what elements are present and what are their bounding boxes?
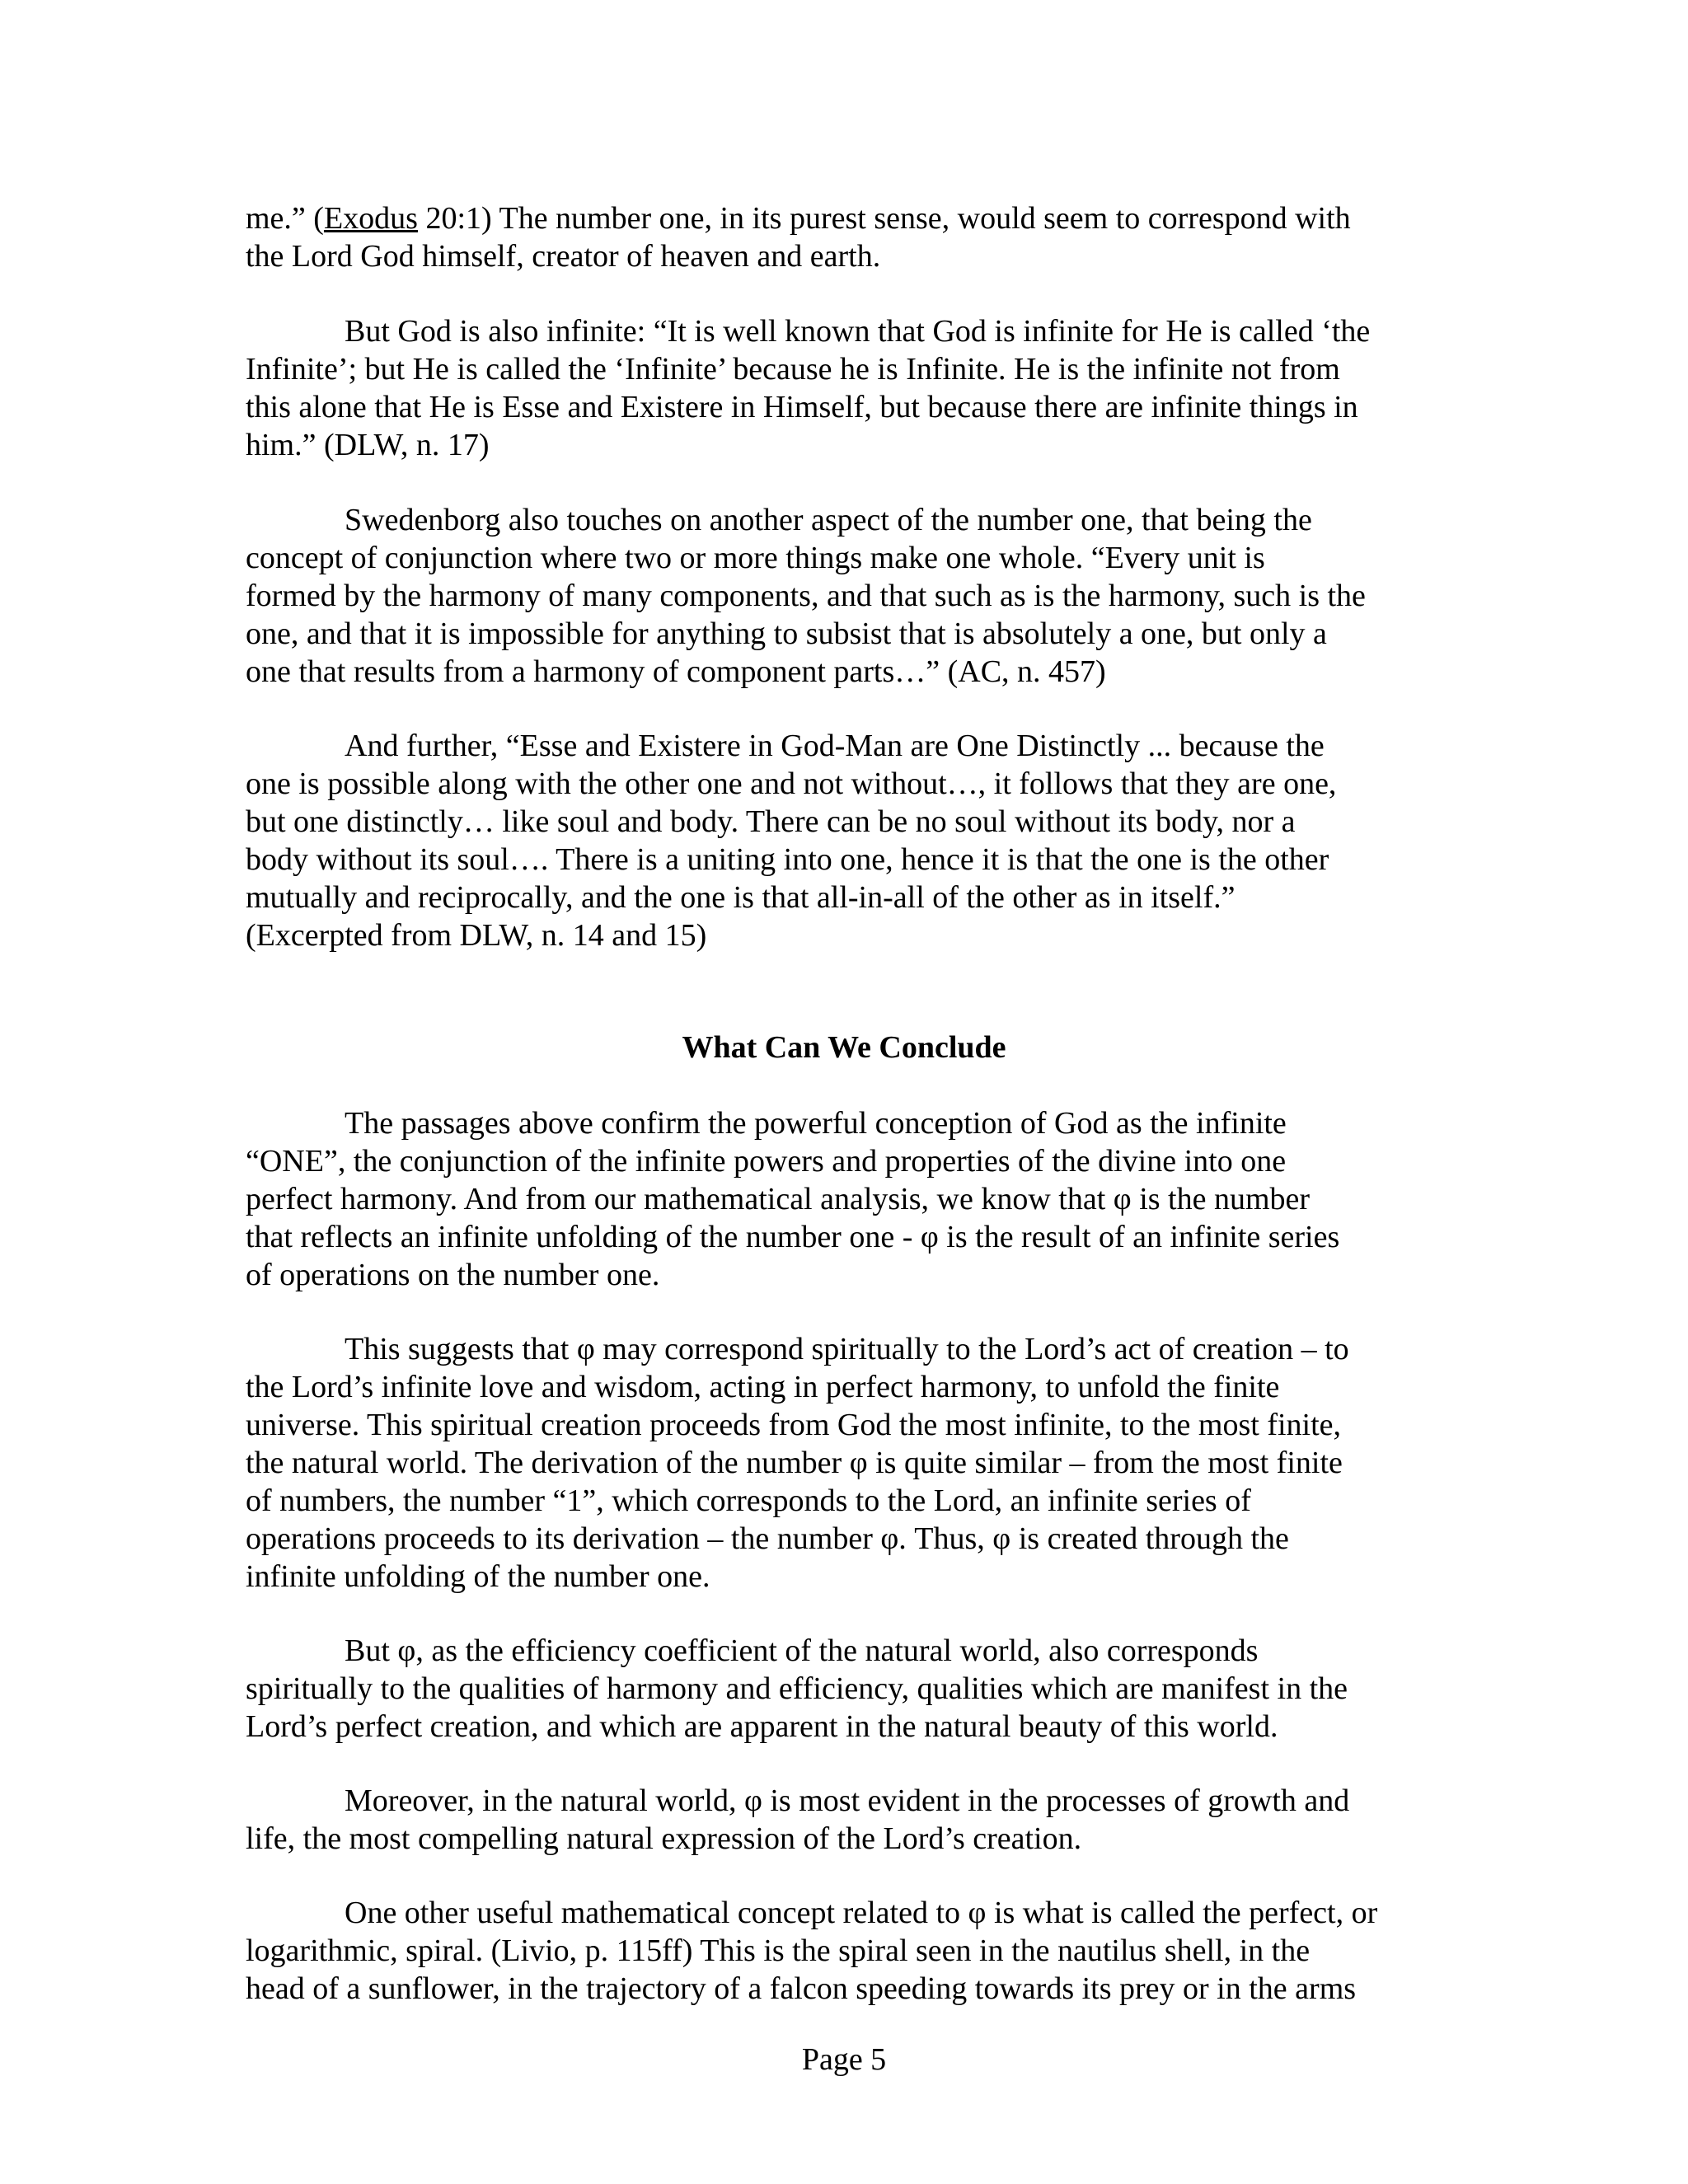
text-line: one that results from a harmony of component parts…” (AC, n. 457) <box>246 654 1106 689</box>
text-line: This suggests that φ may correspond spiritually to the Lord’s act of creation – to <box>345 1332 1349 1366</box>
text-line: “ONE”, the conjunction of the infinite powers and properties of the divine into one <box>246 1144 1287 1179</box>
text-line: the Lord’s infinite love and wisdom, acting in perfect harmony, to unfold the finite <box>246 1370 1280 1404</box>
text-line: this alone that He is Esse and Existere in Himself, but because there are infinite things in <box>246 390 1358 424</box>
text-line: Lord’s perfect creation, and which are apparent in the natural beauty of this world. <box>246 1709 1278 1744</box>
text-line: (Excerpted from DLW, n. 14 and 15) <box>246 918 707 953</box>
text-line: of operations on the number one. <box>246 1258 660 1292</box>
text-line: him.” (DLW, n. 17) <box>246 428 490 462</box>
text-line: Infinite’; but He is called the ‘Infinite’ because he is Infinite. He is the infinite not from <box>246 352 1340 387</box>
text-line: life, the most compelling natural expression of the Lord’s creation. <box>246 1821 1082 1856</box>
text-line: perfect harmony. And from our mathematical analysis, we know that φ is the number <box>246 1182 1311 1216</box>
text-line: Moreover, in the natural world, φ is most evident in the processes of growth and <box>345 1783 1350 1818</box>
text-line: one is possible along with the other one and not without…, it follows that they are one, <box>246 766 1337 801</box>
text-line: the natural world. The derivation of the number φ is quite similar – from the most finite <box>246 1446 1343 1480</box>
text-line: spiritually to the qualities of harmony and efficiency, qualities which are manifest in the <box>246 1671 1348 1706</box>
text-line: that reflects an infinite unfolding of the number one - φ is the result of an infinite series <box>246 1220 1340 1254</box>
section-heading: What Can We Conclude <box>682 1030 1006 1065</box>
text-line: And further, “Esse and Existere in God-Man are One Distinctly ... because the <box>345 729 1325 763</box>
text-line: the Lord God himself, creator of heaven and earth. <box>246 239 881 274</box>
text-line: logarithmic, spiral. (Livio, p. 115ff) This is the spiral seen in the nautilus shell, in the <box>246 1933 1311 1968</box>
text-line: concept of conjunction where two or more things make one whole. “Every unit is <box>246 541 1265 575</box>
text-line: one, and that it is impossible for anything to subsist that is absolutely a one, but only a <box>246 616 1327 651</box>
text-line: me.” (Exodus 20:1) The number one, in its purest sense, would seem to correspond with <box>246 201 1351 236</box>
text-line: Swedenborg also touches on another aspect of the number one, that being the <box>345 503 1312 537</box>
text-line: of numbers, the number “1”, which corresponds to the Lord, an infinite series of <box>246 1483 1251 1518</box>
text-line: but one distinctly… like soul and body. There can be no soul without its body, nor a <box>246 804 1296 839</box>
text-line: But God is also infinite: “It is well known that God is infinite for He is called ‘the <box>345 314 1371 349</box>
text-line: But φ, as the efficiency coefficient of the natural world, also corresponds <box>345 1633 1259 1668</box>
text-line: The passages above confirm the powerful conception of God as the infinite <box>345 1106 1287 1141</box>
text-line: formed by the harmony of many components, and that such as is the harmony, such is the <box>246 579 1366 613</box>
text-line: universe. This spiritual creation proceeds from God the most infinite, to the most finite, <box>246 1408 1342 1442</box>
text-line: body without its soul…. There is a uniting into one, hence it is that the one is the other <box>246 842 1329 877</box>
page-number: Page 5 <box>801 2042 887 2077</box>
text-line: One other useful mathematical concept related to φ is what is called the perfect, or <box>345 1896 1378 1930</box>
text-line: mutually and reciprocally, and the one is that all-in-all of the other as in itself.” <box>246 880 1236 915</box>
text-line: infinite unfolding of the number one. <box>246 1559 710 1594</box>
text-line: operations proceeds to its derivation – the number φ. Thus, φ is created through the <box>246 1521 1289 1556</box>
exodus-reference: Exodus <box>323 201 418 236</box>
text-line: head of a sunflower, in the trajectory of a falcon speeding towards its prey or in the arms <box>246 1971 1357 2006</box>
